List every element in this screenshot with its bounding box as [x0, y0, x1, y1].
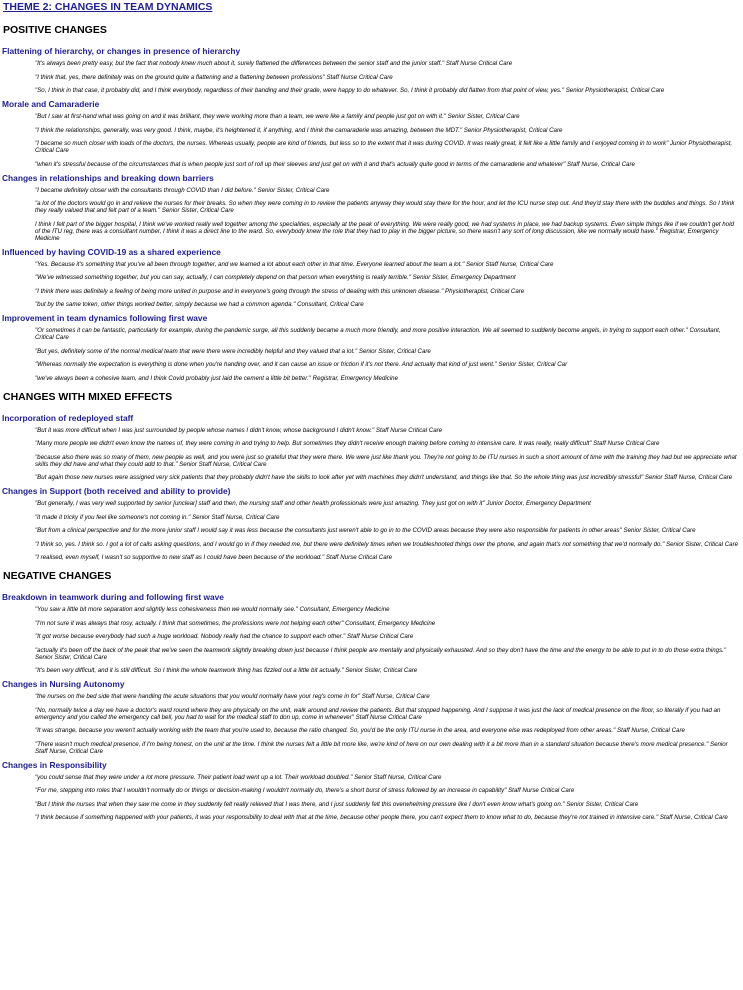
participant-quote: "But again those new nurses were assigned very sick patients that they probably didn't have the skills to look after yet with machines they didn't understand, and things like that. So the whole thing was just incredibly stressful" Senior Staff Nurse, Critical Care [35, 474, 733, 481]
participant-quote: "But generally, I was very well supported by senior [unclear] staff and then, the nursing staff and other health professionals were just amazing. They just got on with it" Junior Doctor, Emergency Department [35, 500, 591, 507]
subtheme-heading: Incorporation of redeployed staff [2, 412, 134, 423]
participant-quote: "It got worse because everybody had such a huge workload. Nobody really had the chance to support each other." Staff Nurse Critical Care [35, 633, 414, 640]
page-title: THEME 2: CHANGES IN TEAM DYNAMICS [3, 1, 213, 13]
participant-quote: "No, normally twice a day we have a doctor's ward round where they are physically on the unit, walk around and review the patients. But that stopped happening. And I suppose it was just the lack of medical presence on the floor, so literally if you had an emergency and you called the emergency call bell, you had to wait for the medical staff to don up, come in whenever" Staff Nurse Critical Care [35, 706, 721, 721]
participant-quote: "when it's stressful because of the circumstances that is when people just sort of roll up their sleeves and just get on with it and that's actually quite good in terms of the camaraderie and whatever" Staff Nurse, Critical Care [35, 160, 635, 168]
section-heading: POSITIVE CHANGES [3, 24, 107, 36]
quote-list [3, 693, 739, 755]
subtheme-heading: Morale and Camaraderie [2, 99, 100, 109]
participant-quote: "But I saw at first-hand what was going on and it was brilliant, they were working more than a team, we were like a family and people just got on with it." Senior Sister, Critical Care [35, 113, 520, 120]
participant-quote: "I think because if something happened with your patients, it was your responsibility to deal with that at the time, because other people there, you can't expect them to know what to do, because they're not trained in intensive care." Staff Nurse, Critical Care [35, 814, 728, 821]
participant-quote: "I think the relationships, generally, was very good. I think, maybe, it's heightened it, if anything, and I think the camaraderie was amazing, between the MDT." Senior Physiotherapist, Critical Care [35, 126, 563, 134]
participant-quote: "it made it tricky if you feel like someone's not coming in." Senior Staff Nurse, Critical Care [35, 513, 280, 521]
participant-quote: "Many more people we didn't even know the names of, they were coming in and trying to help. But sometimes they didn't receive enough training before coming to intensive care. It was really, really difficult" Staff Nurse Critical Care [35, 440, 660, 447]
subtheme-heading: Changes in relationships and breaking down barriers [2, 172, 214, 183]
participant-quote: "I became definitely closer with the consultants through COVID than I did before." Senior Sister, Critical Care [35, 186, 330, 194]
quote-list [3, 606, 739, 674]
participant-quote: "There wasn't much medical presence, if I'm being honest, on the unit at the time. I think the nurses felt a little bit more like, we're kind of here on our own dealing with it a bit more than in a standard situation because there's more medical presence." Senior Staff Nurse, Critical Care [35, 740, 728, 755]
participant-quote: "It was strange, because you weren't actually working with the team that you're used to, because the ratio changed. So, you'd be the only ITU nurse in the area, and everyone else was redeployed from other areas." Staff Nurse, Critical Care [35, 727, 685, 734]
participant-quote: "But I think the nurses that when they saw me come in they suddenly felt really relieved that I was there, and I just suddenly felt this overwhelming pressure like I don't even know what's going on." Senior Sister, Critical Care [35, 800, 639, 808]
section-heading: NEGATIVE CHANGES [3, 570, 112, 582]
subtheme-heading: Breakdown in teamwork during and following first wave [2, 592, 224, 602]
participant-quote: "I think so, yes. I think so. I got a lot of calls asking questions, and I would go in if they needed me, but there were definitely times when we troubleshooted things over the phone, and again that's not something that we'd normally do." Senior Sister, Critical Care [35, 540, 739, 548]
subtheme-heading: Flattening of hierarchy, or changes in presence of hierarchy [2, 46, 241, 56]
document-body [3, 24, 739, 821]
subtheme-heading: Changes in Nursing Autonomy [2, 679, 125, 689]
participant-quote: "because also there was so many of them, new people as well, and you were just so grateful that they were there. We were just like thank you. They're not going to be ITU nurses in such a short amount of time with the training they had but we appreciate what skills they did have and what they could add to that." Senior Staff Nurse, Critical Care [35, 453, 737, 468]
quote-list [3, 113, 739, 168]
quote-list [3, 327, 739, 382]
participant-quote: "I'm not sure it was always that rosy, actually. I think that sometimes, the professions were not helping each other" Consultant, Emergency Medicine [35, 619, 436, 627]
quote-list [3, 500, 739, 561]
participant-quote: "you could sense that they were under a lot more pressure. Their patient load went up a lot. Their workload doubled." Senior Staff Nurse, Critical Care [35, 773, 442, 781]
participant-quote: "So, I think in that case, it probably did, and I think everybody, regardless of their banding and their grade, were happy to do whatever. So, I think it probably did flatten from that point of view, yes." Senior Physiotherapist, Critical Care [35, 87, 665, 94]
participant-quote: "But from a clinical perspective and for the more junior staff I would say it was less because the consultants just weren't able to go in to the COVID areas because they were also responsible for patients in other areas" Senior Sister, Critical Care [35, 527, 696, 534]
participant-quote: "we've always been a cohesive team, and I think Covid probably just laid the cement a little bit better." Registrar, Emergency Medicine [35, 374, 399, 382]
quote-list [3, 774, 739, 822]
subtheme-heading: Influenced by having COVID-19 as a shared experience [2, 246, 221, 257]
participant-quote: "the nurses on the bed side that were handling the acute situations that you would normally have your reg's come in for" Staff Nurse, Critical Care [35, 693, 430, 700]
section-heading: CHANGES WITH MIXED EFFECTS [3, 390, 173, 403]
participant-quote: "Yes. Because it's something that you've all been through together, and we learned a lot about each other in that time. Everyone learned about the team a lot." Senior Staff Nurse, Critical Care [35, 260, 554, 268]
quote-list [3, 60, 739, 94]
participant-quote: "It's always been pretty easy, but the fact that nobody knew much about it, surely flattened the differences between the senior staff and the junior staff." Staff Nurse Critical Care [35, 60, 513, 67]
participant-quote: "I think there was definitely a feeling of being more united in purpose and in everyone's going through the stress of dealing with this unknown disease." Physiotherapist, Critical Care [35, 287, 525, 295]
participant-quote: "But yes, definitely some of the normal medical team that were there were incredibly helpful and they valued that a lot." Senior Sister, Critical Care [35, 347, 431, 355]
quote-list [3, 427, 739, 482]
subtheme-heading: Changes in Responsibility [2, 759, 107, 770]
quote-list [3, 261, 739, 309]
participant-quote: "but by the same token, other things worked better, simply because we had a common agenda." Consultant, Critical Care [35, 301, 364, 308]
subtheme-heading: Changes in Support (both received and ability to provide) [2, 486, 231, 496]
participant-quote: "a lot of the doctors would go in and relieve the nurses for their breaks. So when they were coming in to review the patients anyway they would stay there for the hour, and let the ICU nurse step out. And they'd stay there with the buddies and things. So I think they really valued that and felt part of a team." Senior Sister, Critical Care [35, 200, 735, 214]
participant-quote: "It's been very difficult, and it is still difficult. So I think the whole teamwork thing has fizzled out a little bit actually." Senior Sister, Critical Care [35, 667, 418, 674]
participant-quote: "But it was more difficult when I was just surrounded by people whose names I didn't know, whose background I didn't know." Staff Nurse Critical Care [35, 426, 443, 434]
quote-list [3, 187, 739, 242]
participant-quote: "I realised, even myself, I wasn't so supportive to new staff as I could have been because of the workload." Staff Nurse Critical Care [35, 554, 393, 561]
participant-quote: "Whereas normally the expectation is everything is done when you're handing over, and it can cause an issue or friction if it's not there. And actually that kind of just went." Senior Sister, Critical Car [35, 361, 568, 368]
participant-quote: I think I felt part of the bigger hospital, I think we've worked really well together among the specialities, especially at the peak of everything. We were really good, we had systems in place, we had backup systems. Even simple things like if we couldn't get hold of the ITU reg, there was a consultant number, I think it was a direct line to the ward. So, everybody knew the role that they had to play in the bigger picture, so there wasn't any sort of long discussion, like we normally would have." Registrar, Emergency Medicine [35, 220, 734, 242]
participant-quote: "I think that, yes, there definitely was on the ground quite a flattening and a flattening between professions" Staff Nurse Critical Care [35, 73, 393, 81]
participant-quote: "I became so much closer with loads of the doctors, the nurses. Whereas usually, people are kind of friends, but less so to the extent that it was during COVID. It was really great, it felt like a little family and I enjoyed coming in to work" Junior Physiotherapist, Critical Care [35, 140, 733, 154]
participant-quote: "actually it's been off the back of the peak that we've seen the teamwork slightly breaking down just because I think people are mentally and physically exhausted. And so they don't have the time and the energy to be able to put in to do those extra things." Senior Sister, Critical Care [35, 646, 727, 661]
participant-quote: "We've witnessed something together, but you can say, actually, I can completely depend on that person when everything is really terrible." Senior Sister, Emergency Department [35, 274, 516, 281]
participant-quote: "You saw a little bit more separation and slightly less cohesiveness then we would normally see." Consultant, Emergency Medicine [35, 606, 390, 613]
participant-quote: "Or sometimes it can be fantastic, particularly for example, during the pandemic surge, all this suddenly became a much more friendly, and more positive interaction. We all seemed to suddenly become angels, in trying to support each other." Consultant, Critical Care [35, 327, 721, 341]
participant-quote: "For me, stepping into roles that I wouldn't normally do or things or decision-making I wouldn't normally do, there's a short burst of stress followed by an increase in capability" Staff Nurse Critical Care [35, 787, 575, 794]
subtheme-heading: Improvement in team dynamics following first wave [2, 313, 208, 323]
